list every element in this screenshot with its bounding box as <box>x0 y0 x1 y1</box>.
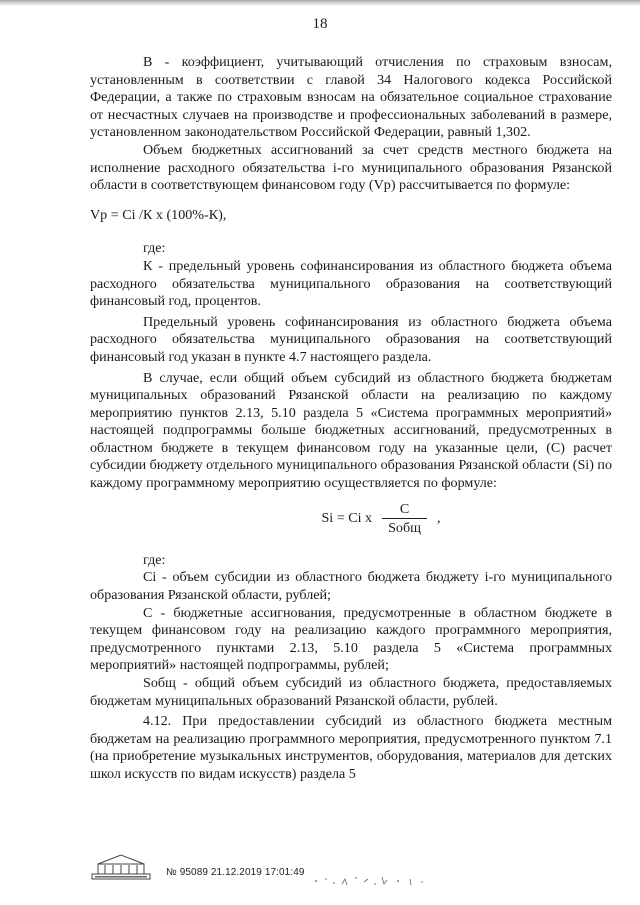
paragraph-coefficient-b: В - коэффициент, учитывающий отчисления по страховым взносам, установленным в соответствии с главой 34 Налогового кодекса Российской Федерации, а также по страховым взносам на обязательное социальное страхование от несчастных случаев на производстве и профессиональных заболеваний в размере, установленном законодательством Российской Федерации, равный 1,302. <box>90 54 612 141</box>
building-stamp-icon <box>90 852 152 882</box>
page-number: 18 <box>312 16 328 32</box>
paragraph-limit-level: Предельный уровень софинансирования из областного бюджета объема расходного обязательства муниципального образования на соответствующий финансовый год указан в пункте 4.7 настоящего раздела. <box>90 313 612 365</box>
paragraph-budget-volume: Объем бюджетных ассигнований за счет средств местного бюджета на исполнение расходного обязательства i-го муниципального образования Рязанской области в соответствующем финансовом году (Vp) рассчитывается по формуле: <box>90 141 612 194</box>
formula-si-trail: , <box>437 510 441 527</box>
formula-si-denominator: Sобщ <box>382 518 427 538</box>
formula-si-lhs: Si = Ci х <box>321 510 373 527</box>
formula-si-fraction <box>382 501 427 538</box>
where-label: где: <box>143 551 166 568</box>
formula-vp: Vp = Ci /К х (100%-К), <box>90 206 227 223</box>
paragraph-subsidy-case: В случае, если общий объем субсидий из областного бюджета бюджетам муниципальных образований Рязанской области на реализацию по каждому мероприятию пунктов 2.13, 5.10 раздела 5 «Система программных мероприятий» настоящей подпрограммы больше бюджетных ассигнований, предусмотренных в областном бюджете в текущем финансовом году на указанные цели, (С) расчет субсидии бюджету отдельного муниципального образования Рязанской области (Si) по каждому программному мероприятию осуществляется по формуле: <box>90 369 613 492</box>
paragraph-sobsh-definition: Sобщ - общий объем субсидий из областного бюджета, предоставляемых бюджетам муниципальных образований Рязанской области, рублей. <box>90 675 612 709</box>
paragraph-ci-definition: Ci - объем субсидии из областного бюджета бюджету i-го муниципального образования Рязанской области, рублей; <box>90 569 612 604</box>
where-label: где: <box>143 240 166 257</box>
scan-edge <box>0 0 640 6</box>
paragraph-c-definition: С - бюджетные ассигнования, предусмотренные в областном бюджете в текущем финансовом году на реализацию каждого программного мероприятия, предусмотренного пунктами 2.13, 5.10 раздела 5 «Система программных мероприятий» настоящей подпрограммы, рублей; <box>90 604 612 674</box>
paragraph-k-definition: К - предельный уровень софинансирования из областного бюджета объема расходного обязательства муниципального образования на соответствующий финансовый год, процентов. <box>90 257 612 310</box>
formula-si <box>150 501 612 538</box>
document-body <box>90 54 612 784</box>
scan-noise <box>312 872 432 888</box>
paragraph-4-12: 4.12. При предоставлении субсидий из областного бюджета местным бюджетам на реализацию программного мероприятия, предусмотренного пунктом 7.1 (на приобретение музыкальных инструментов, оборудования, материалов для детских школ искусств по видам искусств) раздела 5 <box>90 713 612 782</box>
document-id: № 95089 21.12.2019 17:01:49 <box>166 867 305 878</box>
formula-si-numerator: С <box>399 500 410 517</box>
